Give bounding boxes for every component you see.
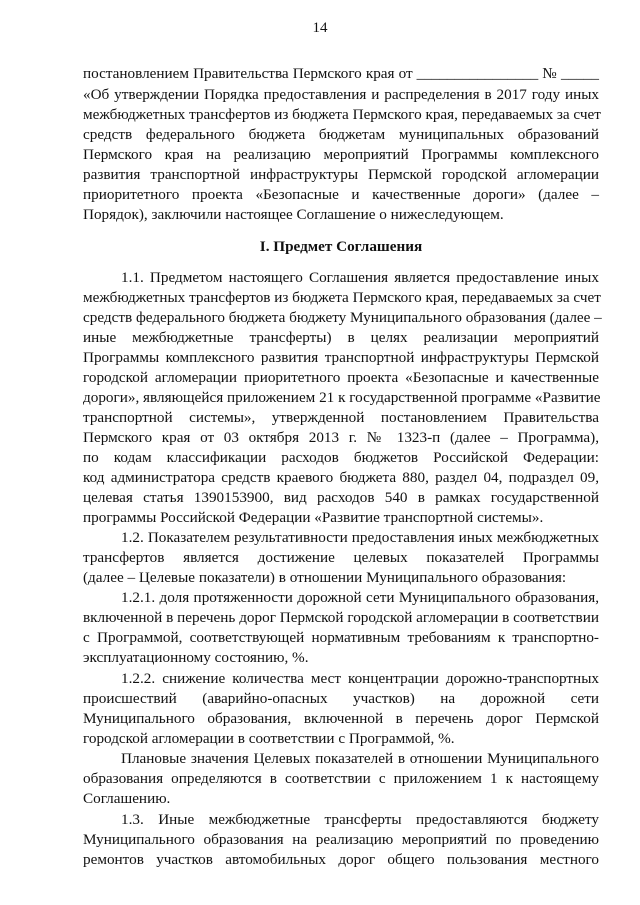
text-line: включенной в перечень дорог Пермской городской агломерации в соответствии (83, 609, 599, 626)
text-line: межбюджетных трансфертов из бюджета Пермского края, передаваемых за счет (83, 289, 601, 306)
paragraph-last-line: эксплуатационному состоянию, %. (83, 649, 309, 666)
text-line: ремонтов участков автомобильных дорог общего пользования местного (83, 851, 599, 868)
text-line: постановлением Правительства Пермского края от ________________ № _____ (83, 65, 599, 82)
text-line: трансфертов является достижение целевых показателей Программы (83, 549, 599, 566)
text-line: Муниципального образования, включенной в перечень дорог Пермской (83, 710, 599, 727)
paragraph-last-line: (далее – Целевые показатели) в отношении Муниципального образования: (83, 569, 567, 586)
text-line: код администратора средств краевого бюджета 880, раздел 04, подраздел 09, (83, 469, 599, 486)
paragraph-last-line: Порядок), заключили настоящее Соглашение о нижеследующем. (83, 206, 504, 223)
page-number: 14 (312, 20, 328, 36)
text-line: Программы комплексного развития транспортной инфраструктуры Пермской (83, 349, 599, 366)
text-line: 1.1. Предметом настоящего Соглашения является предоставление иных (121, 269, 599, 286)
text-line: целевая статья 1390153900, вид расходов 540 в рамках государственной (83, 489, 599, 506)
section-heading: I. Предмет Соглашения (259, 238, 423, 255)
paragraph-last-line: городской агломерации в соответствии с Программой, %. (83, 730, 455, 747)
text-line: иные межбюджетные трансферты) в целях реализации мероприятий (83, 329, 599, 346)
text-line: средств федерального бюджета бюджетам муниципальных образований (83, 126, 599, 143)
text-line: «Об утверждении Порядка предоставления и распределения в 2017 году иных (83, 86, 599, 103)
text-line: приоритетного проекта «Безопасные и качественные дороги» (далее – (83, 186, 599, 203)
text-line: межбюджетных трансфертов из бюджета Пермского края, передаваемых за счет (83, 106, 601, 123)
text-line: 1.2.1. доля протяженности дорожной сети Муниципального образования, (121, 589, 599, 606)
text-line: Пермского края от 03 октября 2013 г. № 1323-п (далее – Программа), (83, 429, 599, 446)
text-line: средств федерального бюджета бюджету Муниципального образования (далее – (83, 309, 602, 326)
text-line: с Программой, соответствующей нормативным требованиям к транспортно- (83, 629, 599, 646)
text-line: городской агломерации приоритетного проекта «Безопасные и качественные (83, 369, 599, 386)
text-line: по кодам классификации расходов бюджетов Российской Федерации: (83, 449, 599, 466)
text-line: Муниципального образования на реализацию мероприятий по проведению (83, 831, 599, 848)
text-line: Пермского края на реализацию мероприятий Программы комплексного (83, 146, 599, 163)
text-line: 1.2.2. снижение количества мест концентрации дорожно-транспортных (121, 670, 599, 687)
text-line: 1.2. Показателем результативности предоставления иных межбюджетных (121, 529, 599, 546)
text-line: происшествий (аварийно-опасных участков) на дорожной сети (83, 690, 599, 707)
text-line: дороги», являющейся приложением 21 к государственной программе «Развитие (83, 389, 601, 406)
paragraph-last-line: Соглашению. (83, 790, 171, 807)
text-line: транспортной системы», утвержденной постановлением Правительства (83, 409, 599, 426)
text-line: образования определяются в соответствии с приложением 1 к настоящему (83, 770, 599, 787)
text-line: развития транспортной инфраструктуры Пермской городской агломерации (83, 166, 599, 183)
text-line: 1.3. Иные межбюджетные трансферты предоставляются бюджету (121, 811, 599, 828)
text-line: Плановые значения Целевых показателей в отношении Муниципального (121, 750, 599, 767)
paragraph-last-line: программы Российской Федерации «Развитие транспортной системы». (83, 509, 544, 526)
